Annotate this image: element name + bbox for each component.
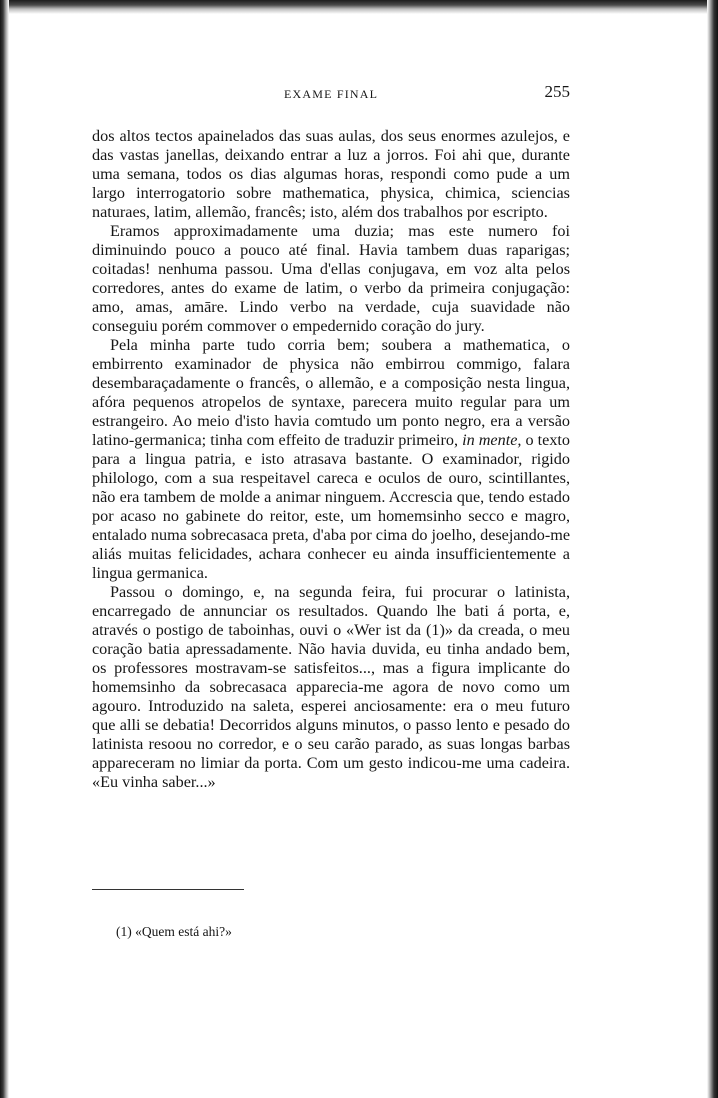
- paragraph-2: Eramos approximadamente uma duzia; mas este numero foi diminuindo pouco a pouco até final. Havia tambem duas raparigas; coitadas! nenhuma passou. Uma d'ellas conjugava, em voz alta pelos corredores, antes do exame de latim, o verbo da primeira conjugação: amo, amas, amāre. Lindo verbo na verdade, cuja suavidade não conseguiu porém commover o empedernido coração do jury.: [92, 222, 570, 335]
- footnote-marker: (1): [116, 924, 132, 939]
- paragraph-3-text-a: Pela minha parte tudo corria bem; soubera a mathematica, o embirrento examinador de physica não embirrou commigo, falara desembaraçadamente o francês, o allemão, e a composição nesta lingua, afóra pequenos atropelos de syntaxe, parecera muito regular para um estrangeiro. Ao meio d'isto havia comtudo um ponto negro, era a versão latino-germanica; tinha com effeito de traduzir primeiro,: [92, 336, 570, 449]
- page-number: 255: [544, 82, 570, 101]
- scan-border-left: [0, 0, 9, 1098]
- footnote-reference: (1): [425, 621, 445, 639]
- scan-border-right: [707, 0, 718, 1098]
- paragraph-3: [92, 336, 570, 583]
- page-header: [92, 82, 570, 106]
- paragraph-4-text-a: Passou o domingo, e, na segunda feira, fui procurar o latinista, encarregado de annunciar os resultados. Quando lhe bati á porta, e, através o postigo de taboinhas, ouvi o «Wer ist da: [92, 583, 570, 639]
- running-head: EXAME FINAL: [284, 87, 379, 101]
- footnote-rule: [92, 889, 244, 890]
- paragraph-1: dos altos tectos apainelados das suas aulas, dos seus enormes azulejos, e das vastas janellas, deixando entrar a luz a jorros. Foi ahi que, durante uma semana, todos os dias algumas horas, respondi como pude a um largo interrogatorio sobre mathematica, physica, chimica, sciencias naturaes, latim, allemão, francês; isto, além dos trabalhos por escripto.: [92, 127, 570, 221]
- footnote: [116, 924, 232, 940]
- body-text: [92, 127, 570, 792]
- paragraph-4-text-b: » da creada, o meu coração batia apressadamente. Não havia duvida, eu tinha andado bem, os professores mostravam-se satisfeitos..., mas a figura implicante do homemsinho da sobrecasaca apparecia-me agora de novo como um agouro. Introduzido na saleta, esperei anciosamente: era o meu futuro que alli se debatia! Decorridos alguns minutos, o passo lento e pesado do latinista resoou no corredor, e o seu carão parado, as suas longas barbas appareceram no limiar da porta. Com um gesto indicou-me uma cadeira. «Eu vinha saber...»: [92, 621, 571, 791]
- italic-phrase: in mente,: [462, 431, 522, 449]
- footnote-text: «Quem está ahi?»: [135, 924, 232, 939]
- paragraph-4: [92, 583, 570, 792]
- paragraph-3-text-b: o texto para a lingua patria, e isto atrasava bastante. O examinador, rigido philologo, com a sua respeitavel careca e oculos de ouro, scintillantes, não era tambem de molde a animar ninguem. Accrescia que, tendo estado por acaso no gabinete do reitor, este, um homemsinho secco e magro, entalado numa sobrecasaca preta, d'aba por cima do joelho, desejando-me aliás muitas felicidades, achara conhecer eu ainda insufficientemente a lingua germanica.: [92, 431, 571, 582]
- scan-border-top: [0, 0, 718, 14]
